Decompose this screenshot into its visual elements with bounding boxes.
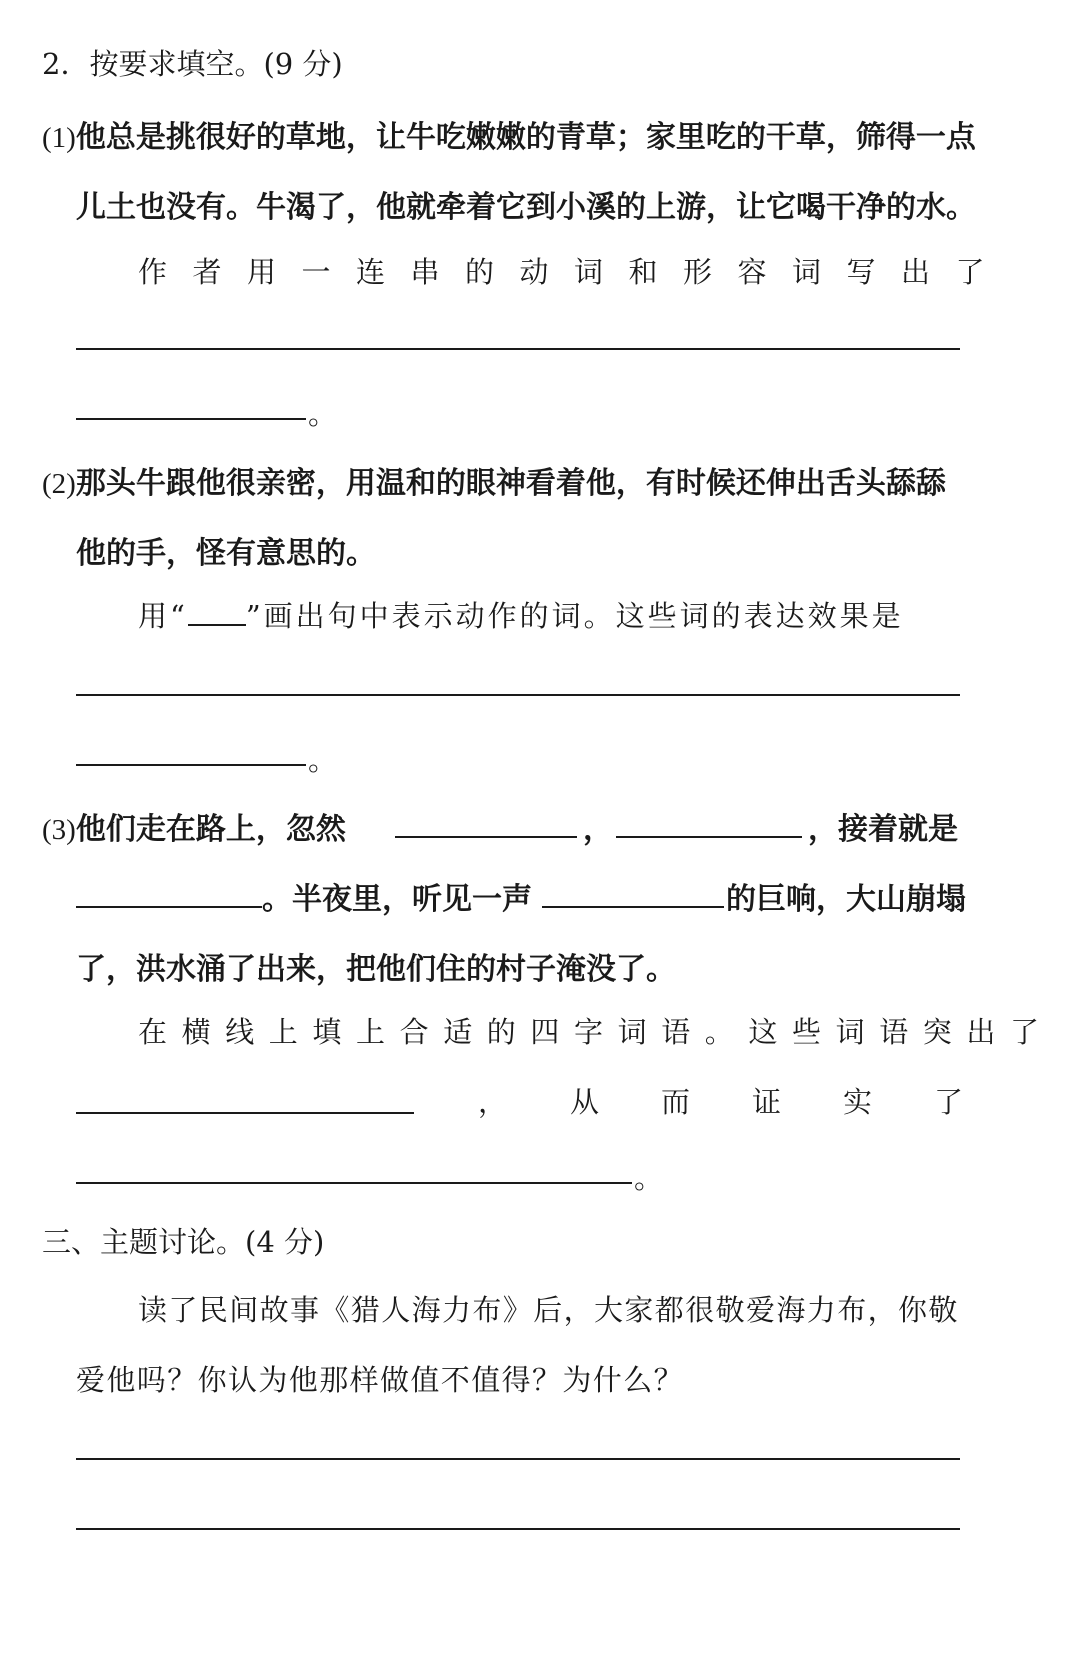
- sub-question-1-number: (1): [42, 122, 76, 154]
- question-2-heading: 2．按要求填空。(9 分): [42, 47, 343, 81]
- instruction-3: 在横线上填上合适的四字词语。这些词语突出了: [138, 1015, 1054, 1049]
- answer-line[interactable]: [76, 764, 306, 766]
- comma: ，: [478, 1085, 508, 1119]
- fill-blank[interactable]: [395, 836, 577, 838]
- sub-question-3: [42, 804, 346, 848]
- instruction-2: [138, 594, 904, 635]
- sub-question-2-number: (2): [42, 468, 76, 500]
- passage-3-line-2a: 。半夜里，听见一声: [262, 882, 532, 917]
- discussion-line-1: 读了民间故事《猎人海力布》后，大家都很敬爱海力布，你敬: [138, 1293, 959, 1327]
- instruction-2-end: ”画出句中表示动作的词。这些词的表达效果是: [245, 599, 904, 633]
- sub-question-1: [42, 112, 976, 156]
- instruction-1: [138, 250, 1011, 291]
- passage-3-line-1c: ，接着就是: [808, 812, 958, 847]
- period-3: 。: [634, 1161, 664, 1195]
- sub-question-3-number: (3): [42, 814, 76, 846]
- period-2: 。: [308, 743, 338, 777]
- section-3-heading: 三、主题讨论。(4 分): [42, 1225, 325, 1259]
- passage-2-line-2: 他的手，怪有意思的。: [76, 536, 376, 571]
- discussion-line-2: 爱他吗？你认为他那样做值不值得？为什么？: [76, 1363, 685, 1397]
- answer-line[interactable]: [76, 694, 960, 696]
- passage-2-line-1: 那头牛跟他很亲密，用温和的眼神看着他，有时候还伸出舌头舔舔: [75, 466, 946, 501]
- passage-3-line-2b: 的巨响，大山崩塌: [726, 882, 966, 917]
- instruction-2-start: 用“: [138, 599, 188, 633]
- passage-3-line-1a: 他们走在路上，忽然: [75, 812, 346, 847]
- answer-line[interactable]: [76, 418, 306, 420]
- answer-line[interactable]: [76, 348, 960, 350]
- answer-line[interactable]: [76, 1458, 960, 1460]
- passage-1-line-1: 他总是挑很好的草地，让牛吃嫩嫩的青草；家里吃的干草，筛得一点: [75, 120, 976, 155]
- passage-3-line-3: 了，洪水涌了出来，把他们住的村子淹没了。: [76, 952, 676, 987]
- answer-line[interactable]: [76, 1528, 960, 1530]
- sub-question-2: [42, 458, 946, 502]
- period-1: 。: [308, 397, 338, 431]
- fill-blank[interactable]: [76, 906, 262, 908]
- answer-line[interactable]: [76, 1182, 632, 1184]
- fill-blank[interactable]: [616, 836, 802, 838]
- answer-line[interactable]: [76, 1112, 414, 1114]
- instruction-3-continued: 从而证实了: [570, 1085, 1026, 1119]
- fill-blank[interactable]: [542, 906, 724, 908]
- comma: ，: [583, 812, 613, 847]
- underline-sample: [188, 594, 246, 626]
- instruction-1-text: 作者用一连串的动词和形容词写出了: [138, 255, 1011, 289]
- passage-1-line-2: 儿土也没有。牛渴了，他就牵着它到小溪的上游，让它喝干净的水。: [76, 190, 976, 225]
